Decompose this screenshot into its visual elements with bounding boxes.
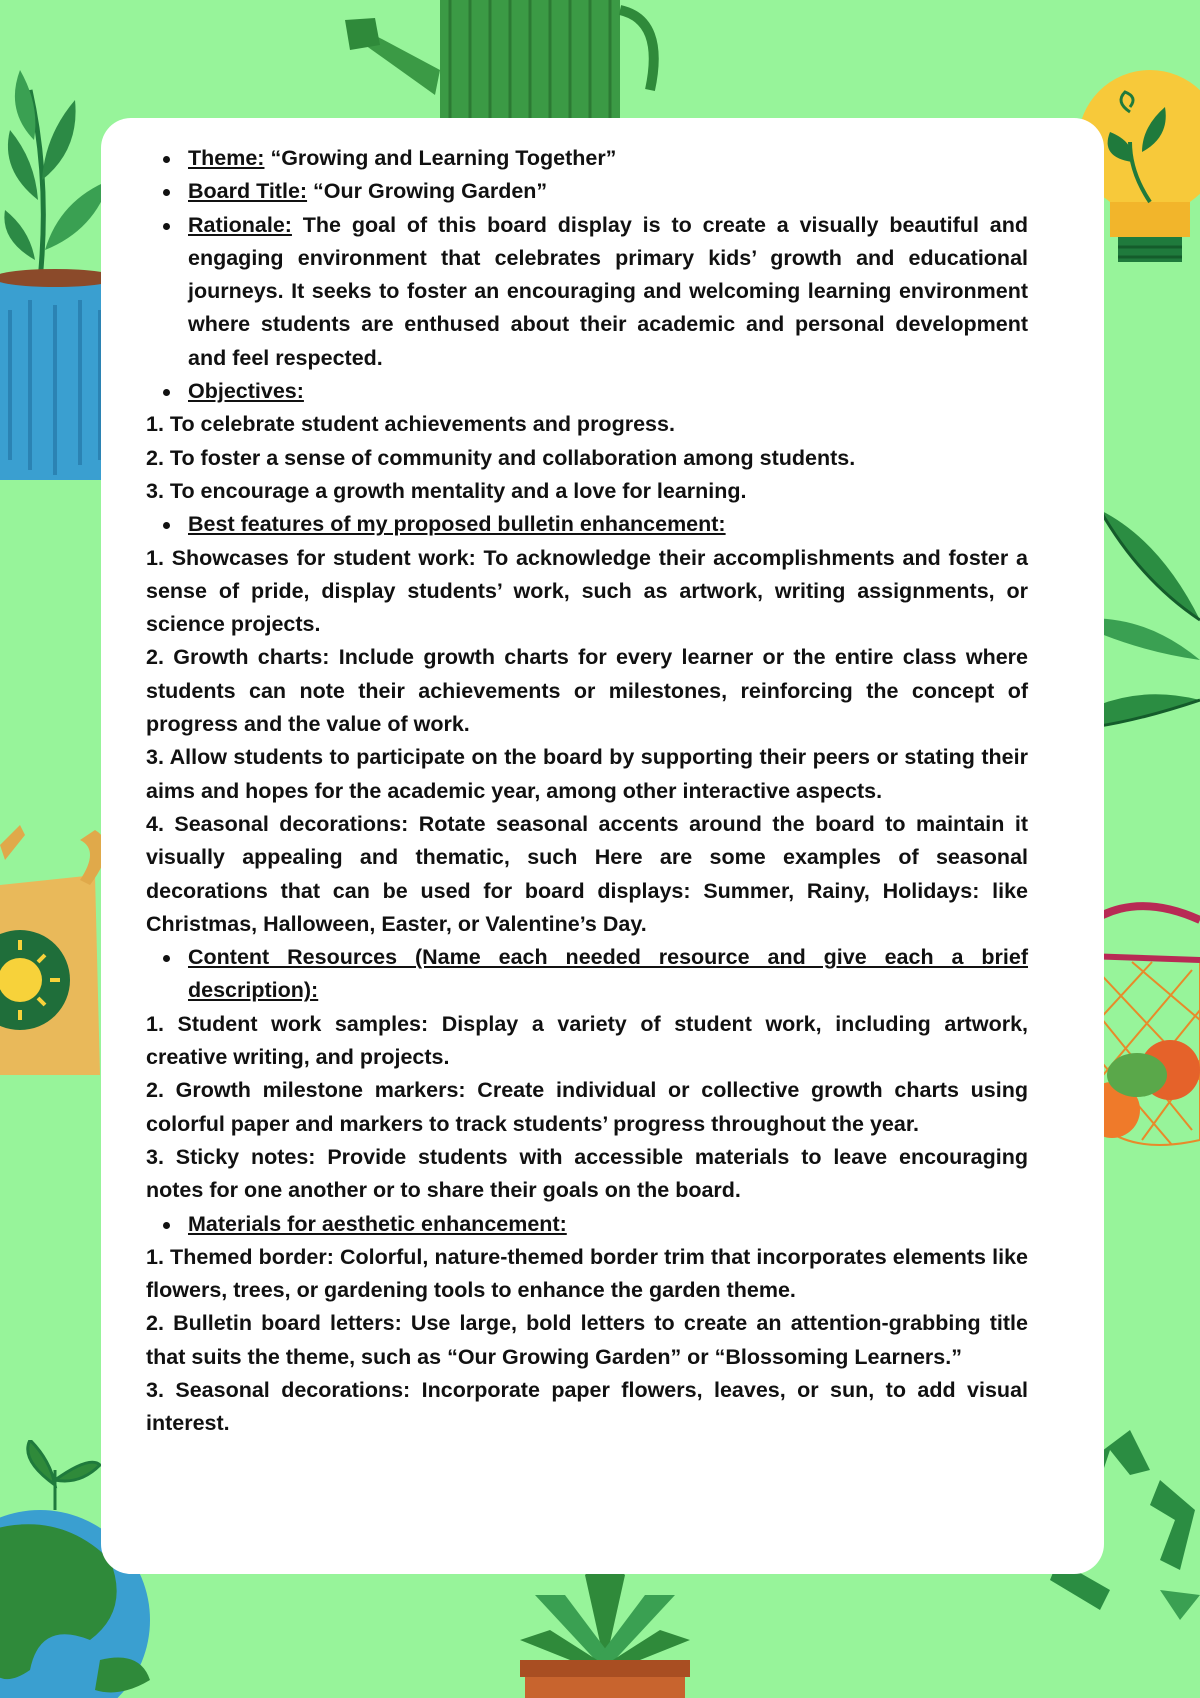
rationale-text: The goal of this board display is to create a visually beautiful and engaging environment that celebrates primary kids’ growth and educational journeys. It seeks to foster an encouraging and welcoming learning environment where students are enthused about their academic and personal development and feel respected. [188,212,1028,370]
resource-item: 3. Sticky notes: Provide students with accessible materials to leave encouraging notes for one another or to share their goals on the board. [146,1144,1028,1203]
rationale-label: Rationale: [188,212,292,237]
theme-text: “Growing and Learning Together” [264,146,617,170]
watering-can-icon [0,825,110,1080]
board-title-label: Board Title: [188,179,308,204]
material-item: 1. Themed border: Colorful, nature-themed border trim that incorporates elements like flowers, trees, or gardening tools to enhance the garden theme. [146,1244,1028,1303]
feature-item: 2. Growth charts: Include growth charts for every learner or the entire class where students can note their achievements or milestones, reinforcing the concept of progress and the value of work. [146,645,1028,737]
resource-item: 1. Student work samples: Display a variety of student work, including artwork, creative writing, and projects. [146,1011,1028,1070]
board-title-bullet [146,175,1028,208]
objective-item: 2. To foster a sense of community and collaboration among students. [146,445,856,470]
feature-item: 1. Showcases for student work: To acknowledge their accomplishments and foster a sense of pride, display students’ work, such as artwork, writing assignments, or science projects. [146,545,1028,637]
best-features-heading: Best features of my proposed bulletin enhancement: [146,508,1028,541]
objectives-heading: Objectives: [146,375,1028,408]
theme-label: Theme: [188,146,265,170]
materials-heading: Materials for aesthetic enhancement: [146,1208,1028,1241]
rationale-bullet [146,209,1028,375]
succulent-pot-icon [515,1555,695,1698]
theme-bullet [146,142,1028,175]
feature-item: 3. Allow students to participate on the board by supporting their peers or stating their aims and hopes for the academic year, among other interactive aspects. [146,745,1028,803]
material-item: 2. Bulletin board letters: Use large, bold letters to create an attention-grabbing title that suits the theme, such as “Our Growing Garden” or “Blossoming Learners.” [146,1311,1028,1369]
objective-item: 3. To encourage a growth mentality and a love for learning. [146,478,747,503]
content-resources-heading: Content Resources (Name each needed resource and give each a brief description): [146,941,1028,1008]
board-title-text: “Our Growing Garden” [307,179,548,204]
resource-item: 2. Growth milestone markers: Create individual or collective growth charts using colorful paper and markers to track students’ progress throughout the year. [146,1078,1028,1136]
material-item: 3. Seasonal decorations: Incorporate paper flowers, leaves, or sun, to add visual interest. [146,1377,1028,1436]
document-content [146,142,1028,1441]
feature-item: 4. Seasonal decorations: Rotate seasonal accents around the board to maintain it visually appealing and thematic, such Here are some examples of seasonal decorations that can be used for board displays: Summer, Rainy, Holidays: like Christmas, Halloween, Easter, or Valentine’s Day. [146,811,1028,936]
objective-item: 1. To celebrate student achievements and progress. [146,412,675,437]
